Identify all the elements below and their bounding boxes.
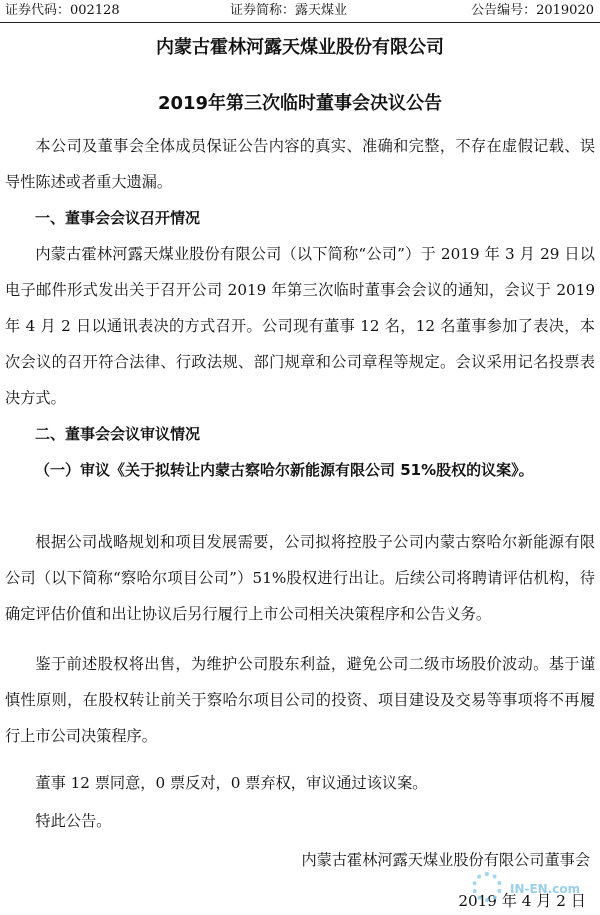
section2-heading: 二、董事会会议审议情况	[35, 425, 201, 443]
watermark-text: IN-EN.com	[510, 882, 581, 896]
motion-sale-paragraph: 鉴于前述股权将出售，为维护公司股东利益，避免公司二级市场股价波动。基于谨慎性原则，在股权转让前关于察哈尔项目公司的投资、项目建设及交易等事项将不再履行上市公司决策程序。	[5, 655, 595, 745]
document-header	[0, 0, 600, 23]
section1-heading: 一、董事会会议召开情况	[35, 209, 201, 227]
sun-icon	[472, 872, 502, 902]
motion-title: （一）审议《关于拟转让内蒙古察哈尔新能源有限公司 51%股权的议案》。	[35, 461, 534, 479]
stock-code: 证券代码：002128	[5, 3, 120, 18]
notice-number: 公告编号：2019020	[471, 3, 594, 18]
stock-abbreviation: 证券简称：露天煤业	[230, 3, 348, 18]
company-name: 内蒙古霍林河露天煤业股份有限公司	[156, 37, 444, 58]
motion-reason-paragraph: 根据公司战略规划和项目发展需要，公司拟将控股子公司内蒙古察哈尔新能源有限公司（以下简称“察哈尔项目公司”）51%股权进行出让。后续公司将聘请评估机构，待确定评估价值和出让协议后另行履行上市公司相关决策程序和公告义务。	[5, 533, 595, 623]
board-signature: 内蒙古霍林河露天煤业股份有限公司董事会	[301, 851, 590, 869]
intro-paragraph: 本公司及董事会全体成员保证公告内容的真实、准确和完整，不存在虚假记载、误导性陈述或者重大遗漏。	[5, 137, 595, 191]
watermark-logo	[466, 862, 596, 912]
vote-result: 董事 12 票同意，0 票反对，0 票弃权，审议通过该议案。	[35, 774, 428, 792]
notice-date: 2019 年 4 月 2 日	[458, 892, 586, 910]
section1-body: 内蒙古霍林河露天煤业股份有限公司（以下简称“公司”）于 2019 年 3 月 29 日以电子邮件形式发出关于召开公司 2019 年第三次临时董事会会议的通知，会议于 2019 年 4 月 2 日以通讯表决的方式召开。公司现有董事 12 名，12 名董事参加了表决，本次会议的召开符合法律、行政法规、部门规章和公司章程等规定。会议采用记名投票表决方式。	[5, 245, 595, 407]
document-title: 2019年第三次临时董事会决议公告	[157, 93, 443, 114]
closing-text: 特此公告。	[35, 812, 112, 830]
